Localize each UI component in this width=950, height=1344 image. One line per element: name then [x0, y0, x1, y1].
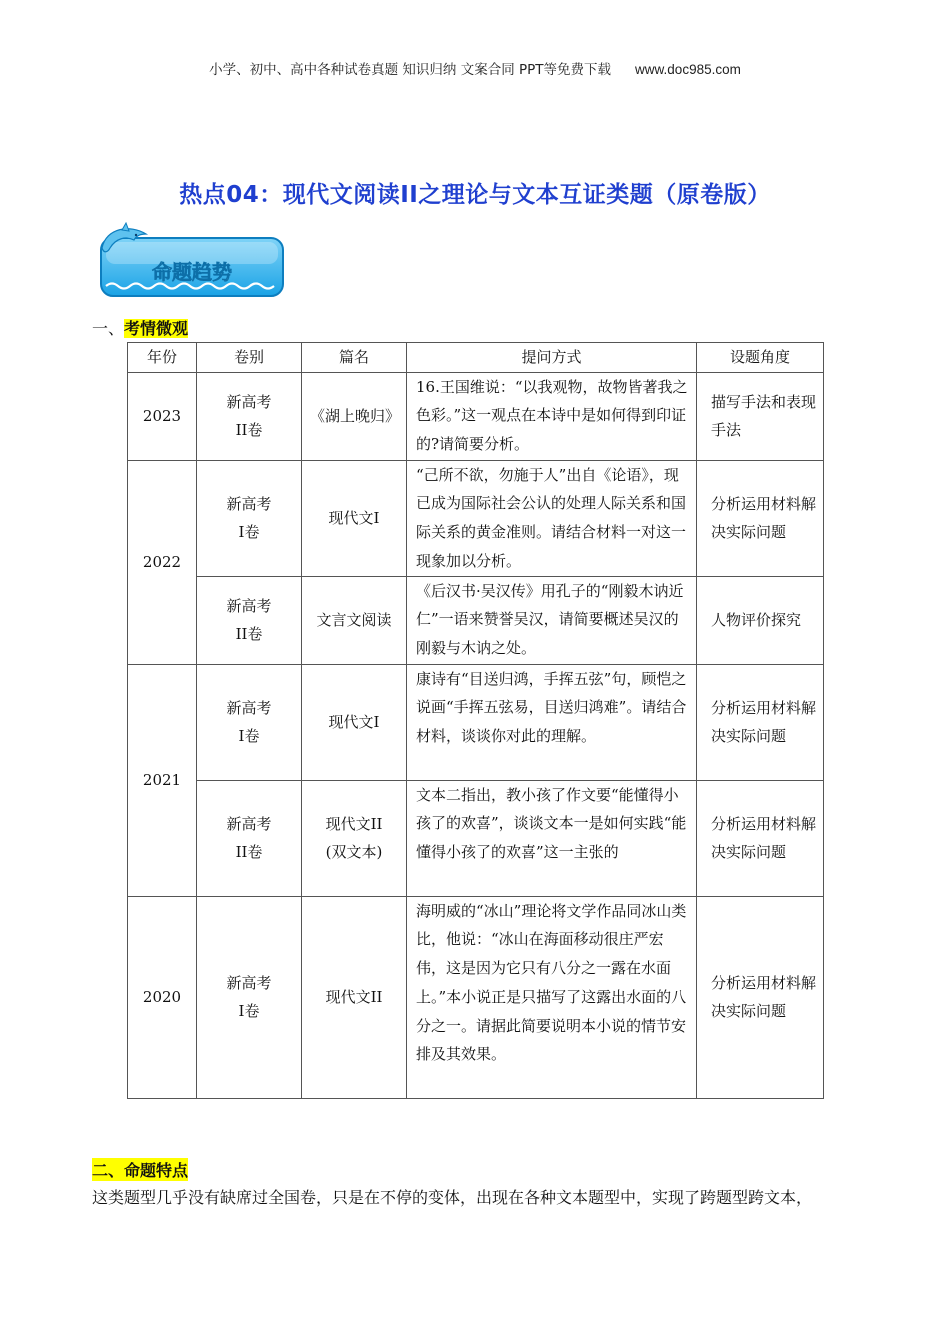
exam-trend-table — [127, 342, 824, 1099]
table-row — [128, 664, 824, 780]
text-cell: 现代文II (双文本) — [302, 780, 407, 896]
question-cell: 康诗有“目送归鸿，手挥五弦”句，顾恺之说画“手挥五弦易，目送归鸿难”。请结合材料，谈谈你对此的理解。 — [407, 664, 697, 780]
question-cell: 《后汉书·吴汉传》用孔子的“刚毅木讷近仁”一语来赞誉吴汉，请简要概述吴汉的刚毅与木讷之处。 — [407, 576, 697, 664]
section1-prefix: 一、 — [92, 319, 125, 338]
banner-label: 命题趋势 — [152, 260, 232, 284]
angle-cell: 分析运用材料解决实际问题 — [697, 460, 824, 576]
text-cell: 现代文II — [302, 896, 407, 1098]
section-banner — [96, 222, 288, 302]
angle-cell: 人物评价探究 — [697, 576, 824, 664]
header-paper: 卷别 — [197, 343, 302, 373]
paper-cell: 新高考 I卷 — [197, 896, 302, 1098]
text-cell: 文言文阅读 — [302, 576, 407, 664]
table-row — [128, 576, 824, 664]
angle-cell: 分析运用材料解决实际问题 — [697, 780, 824, 896]
year-cell: 2020 — [128, 896, 197, 1098]
angle-cell: 描写手法和表现手法 — [697, 372, 824, 460]
text-cell: 现代文I — [302, 664, 407, 780]
section1-title: 考情微观 — [124, 319, 189, 338]
question-cell: 16.王国维说：“以我观物，故物皆著我之色彩。”这一观点在本诗中是如何得到印证的?请简要分析。 — [407, 372, 697, 460]
question-cell: 海明威的“冰山”理论将文学作品同冰山类比，他说：“冰山在海面移动很庄严宏伟，这是因为它只有八分之一露在水面上。”本小说正是只描写了这露出水面的八分之一。请据此简要说明本小说的情节安排及其效果。 — [407, 896, 697, 1098]
page-header — [0, 58, 950, 78]
paper-cell: 新高考 I卷 — [197, 460, 302, 576]
document-title: 热点04：现代文阅读II之理论与文本互证类题（原卷版） — [179, 182, 771, 208]
paper-cell: 新高考 II卷 — [197, 576, 302, 664]
body-paragraph: 这类题型几乎没有缺席过全国卷，只是在不停的变体，出现在各种文本题型中，实现了跨题型跨文本， — [92, 1188, 813, 1207]
table-row — [128, 780, 824, 896]
paper-cell: 新高考 II卷 — [197, 780, 302, 896]
paper-cell: 新高考 II卷 — [197, 372, 302, 460]
header-year: 年份 — [128, 343, 197, 373]
year-cell: 2023 — [128, 372, 197, 460]
header-angle: 设题角度 — [697, 343, 824, 373]
year-cell: 2021 — [128, 664, 197, 896]
question-cell: “己所不欲，勿施于人”出自《论语》，现已成为国际社会公认的处理人际关系和国际关系的黄金准则。请结合材料一对这一现象加以分析。 — [407, 460, 697, 576]
paper-cell: 新高考 I卷 — [197, 664, 302, 780]
header-text: 小学、初中、高中各种试卷真题 知识归纳 文案合同 PPT等免费下载 — [209, 62, 612, 78]
angle-cell: 分析运用材料解决实际问题 — [697, 896, 824, 1098]
text-cell: 《湖上晚归》 — [302, 372, 407, 460]
section-heading-2: 二、命题特点 — [92, 1158, 188, 1181]
text-cell: 现代文I — [302, 460, 407, 576]
question-cell: 文本二指出，教小孩了作文要“能懂得小孩了的欢喜”，谈谈文本一是如何实践“能懂得小孩了的欢喜”这一主张的 — [407, 780, 697, 896]
table-row — [128, 896, 824, 1098]
table-row — [128, 372, 824, 460]
header-site-link[interactable]: www.doc985.com — [635, 62, 741, 77]
dolphin-banner-graphic — [96, 222, 288, 302]
header-question: 提问方式 — [407, 343, 697, 373]
year-cell: 2022 — [128, 460, 197, 664]
header-text: 篇名 — [302, 343, 407, 373]
section-heading-1 — [92, 316, 188, 339]
table-row — [128, 460, 824, 576]
angle-cell: 分析运用材料解决实际问题 — [697, 664, 824, 780]
table-header-row — [128, 343, 824, 373]
